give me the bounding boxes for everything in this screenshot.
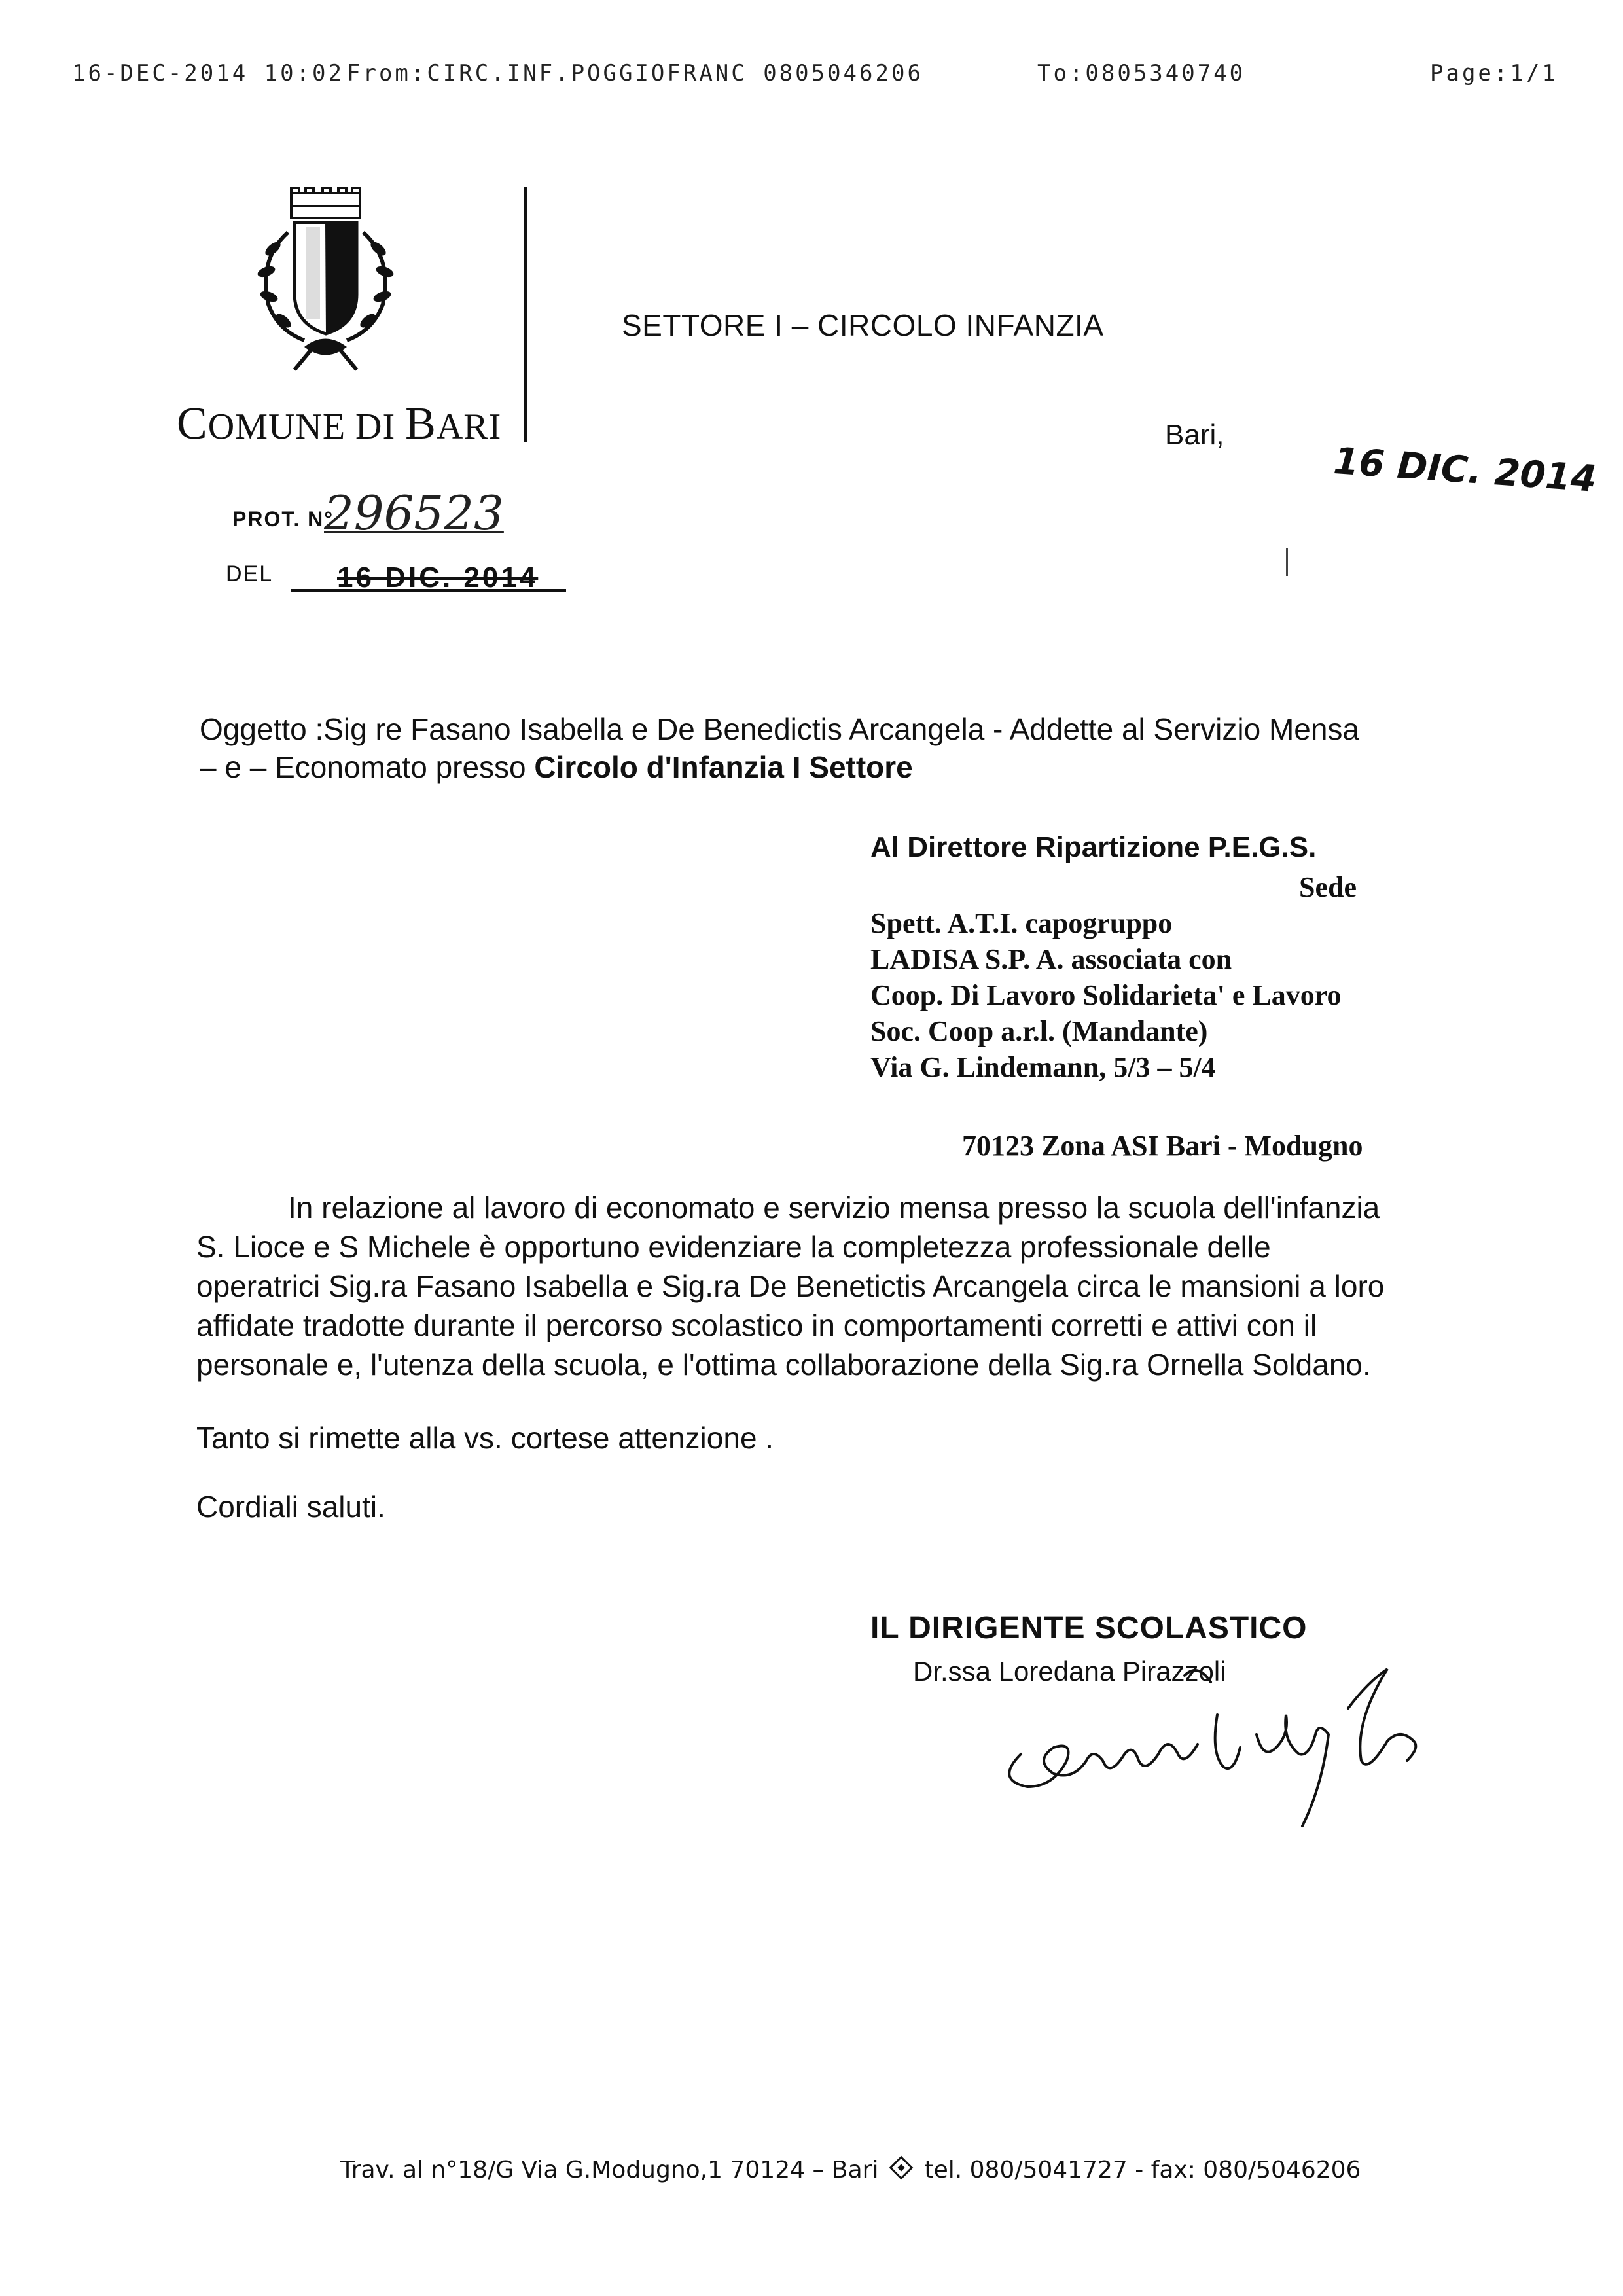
place-label: Bari, [1165, 419, 1224, 451]
footer-contacts [340, 2157, 1361, 2183]
fax-page: Page:1/1 [1430, 60, 1558, 86]
fax-datetime: 16-DEC-2014 10:02 [72, 60, 344, 86]
diamond-bullet-icon [889, 2156, 914, 2180]
margin-mark [1286, 548, 1288, 576]
del-date: 16 DIC. 2014 [337, 562, 539, 594]
recipient-director: Al Direttore Ripartizione P.E.G.S. [870, 831, 1317, 863]
prot-number: 296523 [324, 486, 504, 541]
footer-address: Trav. al n°18/G Via G.Modugno,1 70124 – Bari [340, 2157, 879, 2183]
recipient-line: Spett. A.T.I. capogruppo [870, 907, 1173, 939]
recipient-sede: Sede [1299, 871, 1357, 903]
signatory-title: IL DIRIGENTE SCOLASTICO [870, 1611, 1308, 1645]
body-line: S. Lioce e S Michele è opportuno evidenziare la completezza professionale delle [196, 1230, 1271, 1264]
subject-line-1: Oggetto :Sig re Fasano Isabella e De Benedictis Arcangela - Addette al Servizio Mensa [200, 712, 1360, 746]
footer-phone-fax: tel. 080/5041727 - fax: 080/5046206 [924, 2157, 1361, 2183]
closing-greeting: Cordiali saluti. [196, 1490, 385, 1524]
fax-from: From:CIRC.INF.POGGIOFRANC 0805046206 [347, 60, 923, 86]
coat-of-arms-icon [232, 187, 419, 373]
recipient-line: LADISA S.P. A. associata con [870, 943, 1232, 975]
recipient-line: Via G. Lindemann, 5/3 – 5/4 [870, 1051, 1216, 1083]
body-line: affidate tradotte durante il percorso scolastico in comportamenti corretti e attivi con il [196, 1308, 1317, 1342]
handwritten-signature [982, 1636, 1479, 1833]
date-stamp: 16 DIC. 2014 [1332, 440, 1598, 501]
letter-body [196, 1188, 1384, 1384]
subject-line-2: – e – Economato presso Circolo d'Infanzia I Settore [200, 750, 913, 784]
recipient-line: Coop. Di Lavoro Solidarieta' e Lavoro [870, 979, 1342, 1011]
header-divider [524, 187, 527, 442]
del-label: DEL [226, 562, 274, 586]
signatory-name: Dr.ssa Loredana Pirazzoli [913, 1656, 1226, 1687]
body-line: In relazione al lavoro di economato e servizio mensa presso la scuola dell'infanzia [288, 1191, 1380, 1225]
recipient-city: 70123 Zona ASI Bari - Modugno [962, 1130, 1363, 1162]
body-line: operatrici Sig.ra Fasano Isabella e Sig.ra De Benetictis Arcangela circa le mansioni a loro [196, 1269, 1385, 1303]
recipient-line: Soc. Coop a.r.l. (Mandante) [870, 1015, 1208, 1047]
body-line: personale e, l'utenza della scuola, e l'ottima collaborazione della Sig.ra Ornella Soldano. [196, 1348, 1371, 1382]
prot-label: PROT. N° [232, 507, 334, 531]
subject [200, 710, 1359, 786]
settore-title: SETTORE I – CIRCOLO INFANZIA [622, 308, 1104, 342]
comune-di-bari: COMUNE DI BARI [177, 399, 502, 449]
fax-to: To:0805340740 [1037, 60, 1246, 86]
closing-remark: Tanto si rimette alla vs. cortese attenzione . [196, 1421, 774, 1455]
